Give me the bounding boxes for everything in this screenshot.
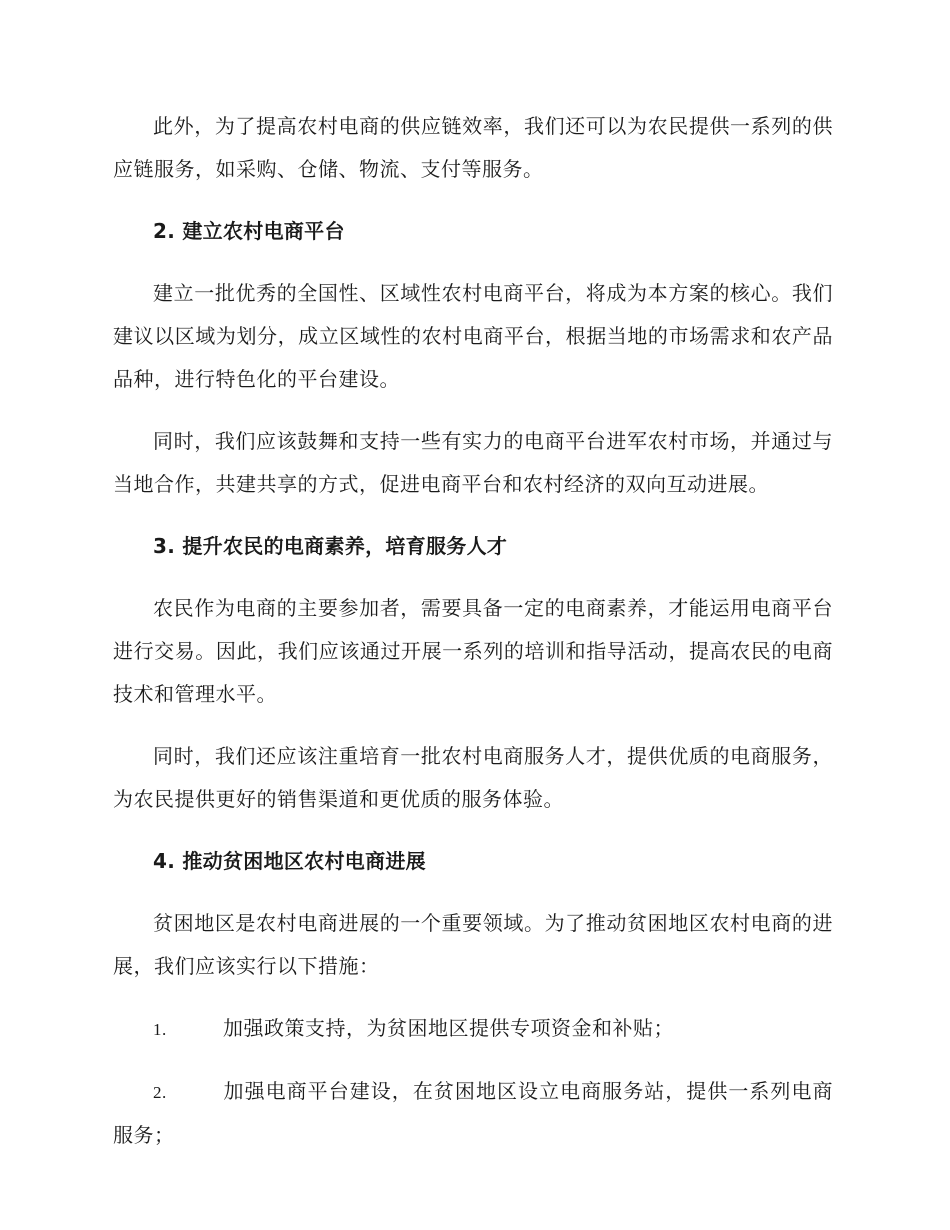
paragraph-farmer-literacy: 农民作为电商的主要参加者，需要具备一定的电商素养，才能运用电商平台进行交易。因此，我们应该通过开展一系列的培训和指导活动，提高农民的电商技术和管理水平。: [113, 596, 833, 706]
paragraph-platform-cooperation: 同时，我们应该鼓舞和支持一些有实力的电商平台进军农村市场，并通过与当地合作，共建共享的方式，促进电商平台和农村经济的双向互动进展。: [113, 429, 833, 496]
paragraph-service-talent: 同时，我们还应该注重培育一批农村电商服务人才，提供优质的电商服务，为农民提供更好的销售渠道和更优质的服务体验。: [113, 744, 833, 811]
list-item-number: 1.: [153, 1020, 167, 1039]
paragraph-poverty-areas: 贫困地区是农村电商进展的一个重要领域。为了推动贫困地区农村电商的进展，我们应该实行以下措施：: [113, 911, 833, 978]
list-item-number: 2.: [153, 1083, 167, 1102]
document-body: [113, 105, 833, 1176]
paragraph-platform-core: 建立一批优秀的全国性、区域性农村电商平台，将成为本方案的核心。我们建议以区域为划分，成立区域性的农村电商平台，根据当地的市场需求和农产品品种，进行特色化的平台建设。: [113, 281, 833, 391]
section-heading-4: 4. 推动贫困地区农村电商进展: [153, 849, 426, 873]
paragraph-supply-chain: 此外，为了提高农村电商的供应链效率，我们还可以为农民提供一系列的供应链服务，如采购、仓储、物流、支付等服务。: [113, 114, 833, 181]
list-item: [113, 1070, 833, 1157]
list-item-text: 加强政策支持，为贫困地区提供专项资金和补贴；: [223, 1016, 674, 1040]
list-item: [113, 1007, 833, 1051]
list-item-text: 加强电商平台建设，在贫困地区设立电商服务站，提供一系列电商服务；: [113, 1079, 833, 1147]
section-heading-3: 3. 提升农民的电商素养，培育服务人才: [153, 534, 508, 558]
section-heading-2: 2. 建立农村电商平台: [153, 219, 345, 243]
